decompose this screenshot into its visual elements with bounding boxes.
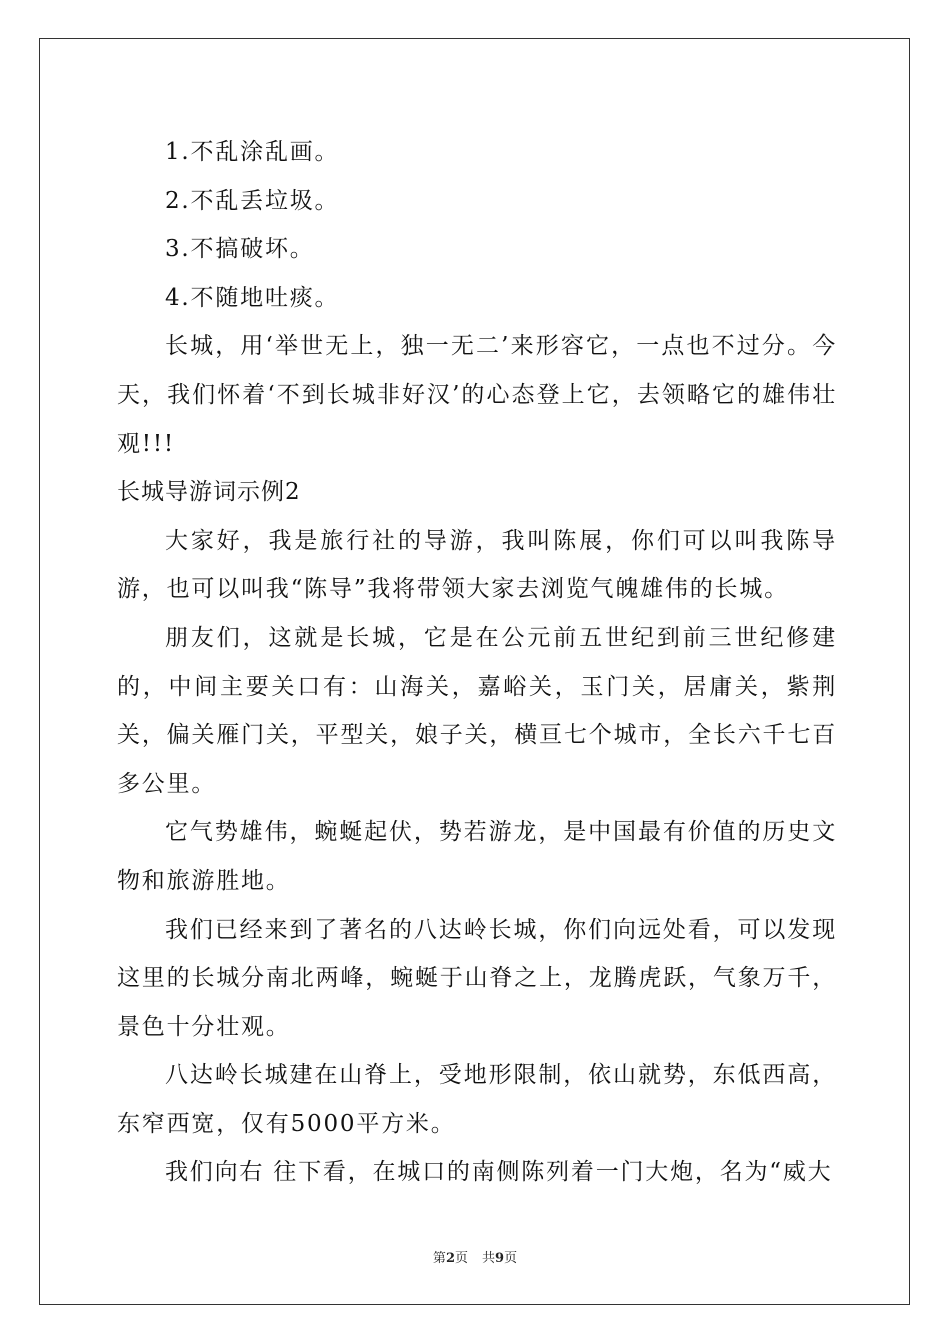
- document-body: [117, 128, 837, 1197]
- rule-item: 3.不搞破坏。: [165, 236, 315, 263]
- body-paragraph: 它气势雄伟，蜿蜒起伏，势若游龙，是中国最有价值的历史文物和旅游胜地。: [117, 819, 837, 894]
- page-suffix: 页: [454, 1251, 468, 1266]
- page-number: 2: [445, 1251, 455, 1266]
- rule-item: 1.不乱涂乱画。: [165, 139, 340, 165]
- body-paragraph: 我们向右 往下看，在城口的南侧陈列着一门大炮，名为“威大: [165, 1159, 833, 1186]
- body-paragraph: 八达岭长城建在山脊上，受地形限制，依山就势，东低西高，东窄西宽，仅有5000平方米。: [117, 1062, 837, 1137]
- total-prefix: 共: [482, 1251, 496, 1266]
- total-pages: 9: [495, 1251, 505, 1266]
- page-prefix: 第: [432, 1251, 446, 1266]
- page-footer: [0, 1247, 950, 1266]
- intro-paragraph: 长城，用‘举世无上，独一无二’来形容它，一点也不过分。今天，我们怀着‘不到长城非好汉’的心态登上它，去领略它的雄伟壮观!!!: [117, 333, 837, 457]
- body-paragraph: 大家好，我是旅行社的导游，我叫陈展，你们可以叫我陈导游，也可以叫我“陈导”我将带领大家去浏览气魄雄伟的长城。: [117, 527, 837, 603]
- body-paragraph: 朋友们，这就是长城，它是在公元前五世纪到前三世纪修建的，中间主要关口有：山海关，嘉峪关，玉门关，居庸关，紫荆关，偏关雁门关，平型关，娘子关，横亘七个城市，全长六千七百多公里。: [117, 624, 837, 797]
- body-paragraph: 我们已经来到了著名的八达岭长城，你们向远处看，可以发现这里的长城分南北两峰，蜿蜒于山脊之上，龙腾虎跃，气象万千，景色十分壮观。: [117, 916, 837, 1040]
- rule-item: 2.不乱丢垃圾。: [165, 187, 340, 214]
- section-title: 长城导游词示例2: [117, 479, 301, 506]
- rule-item: 4.不随地吐痰。: [165, 284, 340, 311]
- total-suffix: 页: [504, 1251, 518, 1266]
